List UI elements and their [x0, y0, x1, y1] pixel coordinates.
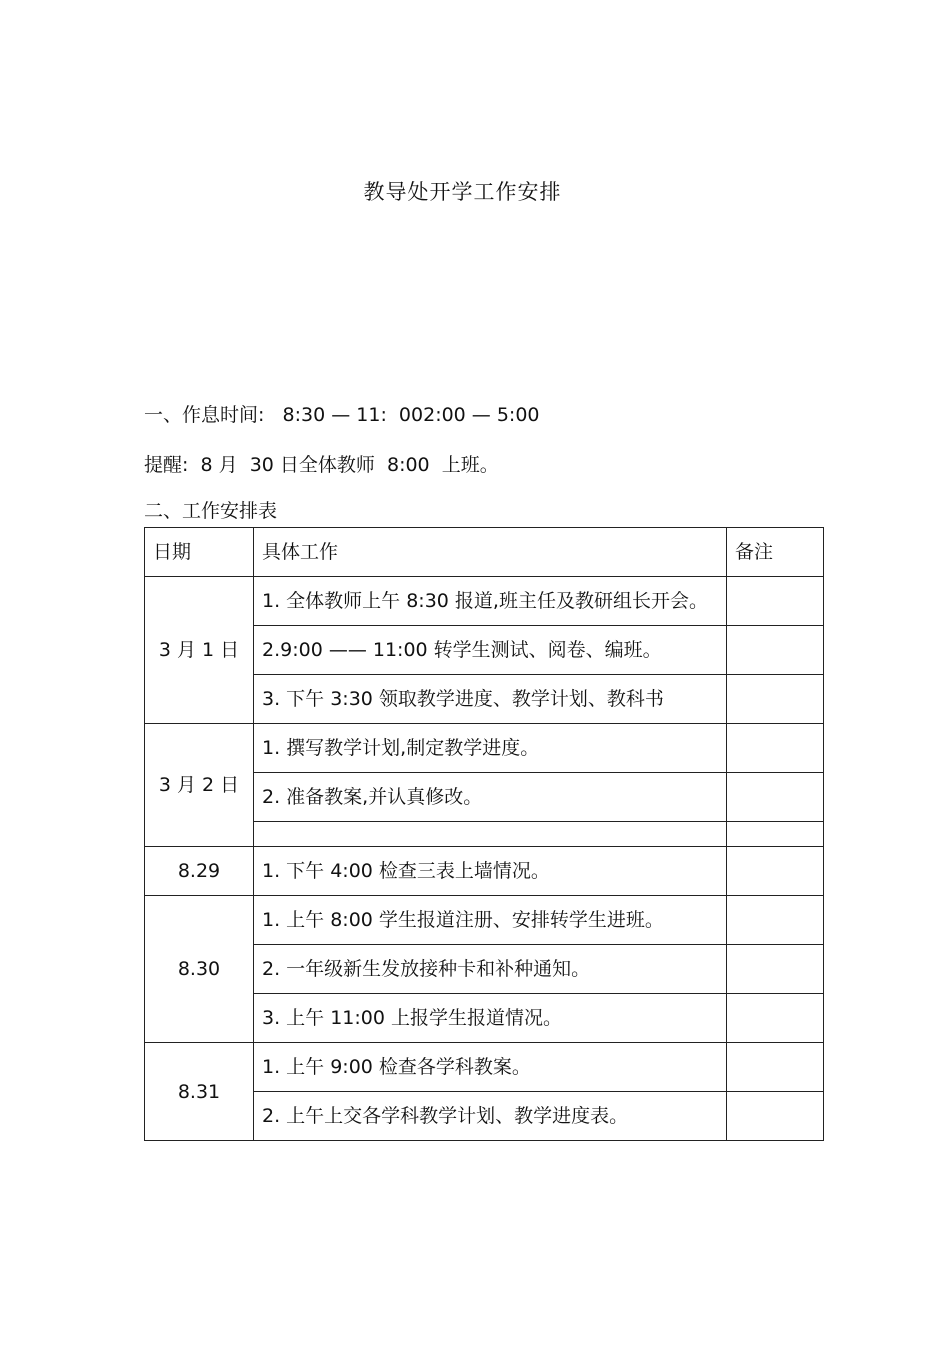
task-cell: 2.9:00 —— 11:00 转学生测试、阅卷、编班。	[254, 626, 727, 675]
notes-cell	[727, 626, 824, 675]
date-cell: 8.31	[145, 1043, 254, 1141]
notes-cell	[727, 773, 824, 822]
task-cell: 3. 上午 11:00 上报学生报道情况。	[254, 994, 727, 1043]
date-cell: 3 月 1 日	[145, 577, 254, 724]
date-cell: 8.30	[145, 896, 254, 1043]
header-date: 日期	[145, 528, 254, 577]
table-row	[145, 577, 824, 626]
date-cell: 3 月 2 日	[145, 724, 254, 847]
table-header-row	[145, 528, 824, 577]
header-task: 具体工作	[254, 528, 727, 577]
task-cell: 2. 上午上交各学科教学计划、教学进度表。	[254, 1092, 727, 1141]
reminder-text: 提醒: 8 月 30 日全体教师 8:00 上班。	[144, 454, 499, 476]
task-cell: 2. 准备教案,并认真修改。	[254, 773, 727, 822]
table-row	[145, 896, 824, 945]
notes-cell	[727, 1092, 824, 1141]
notes-cell	[727, 994, 824, 1043]
notes-cell	[727, 896, 824, 945]
table-row	[145, 847, 824, 896]
notes-cell	[727, 847, 824, 896]
table-row	[145, 1043, 824, 1092]
notes-cell	[727, 822, 824, 847]
task-cell: 1. 上午 8:00 学生报道注册、安排转学生进班。	[254, 896, 727, 945]
task-cell: 3. 下午 3:30 领取教学进度、教学计划、教科书	[254, 675, 727, 724]
notes-cell	[727, 577, 824, 626]
header-notes: 备注	[727, 528, 824, 577]
task-cell: 2. 一年级新生发放接种卡和补种通知。	[254, 945, 727, 994]
task-cell: 1. 全体教师上午 8:30 报道,班主任及教研组长开会。	[254, 577, 727, 626]
work-schedule-table	[144, 527, 824, 1141]
notes-cell	[727, 675, 824, 724]
schedule-hours: 一、作息时间: 8:30 — 11: 002:00 — 5:00	[144, 404, 540, 426]
task-cell: 1. 撰写教学计划,制定教学进度。	[254, 724, 727, 773]
notes-cell	[727, 945, 824, 994]
task-cell	[254, 822, 727, 847]
table-row	[145, 724, 824, 773]
task-cell: 1. 下午 4:00 检查三表上墙情况。	[254, 847, 727, 896]
notes-cell	[727, 724, 824, 773]
document-title: 教导处开学工作安排	[363, 180, 562, 204]
date-cell: 8.29	[145, 847, 254, 896]
section-heading: 二、工作安排表	[144, 500, 278, 522]
notes-cell	[727, 1043, 824, 1092]
task-cell: 1. 上午 9:00 检查各学科教案。	[254, 1043, 727, 1092]
